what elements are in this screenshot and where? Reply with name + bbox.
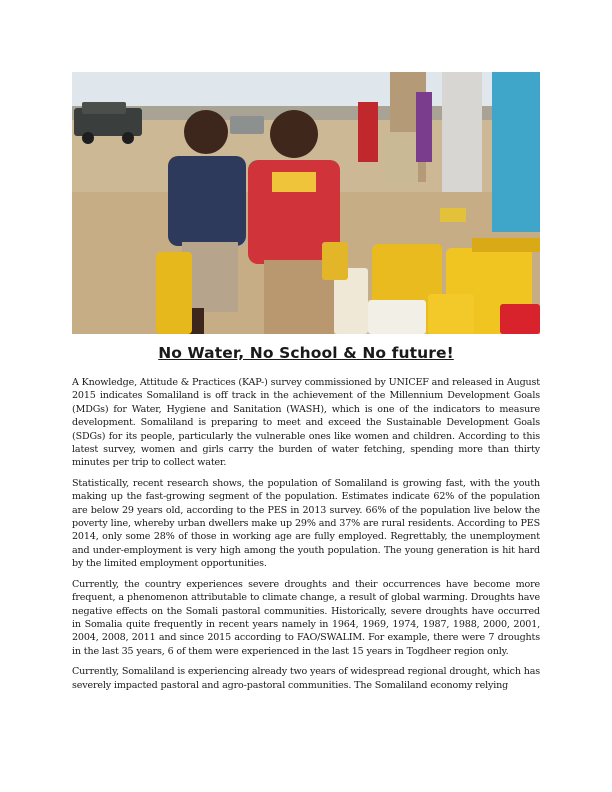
paragraph: Statistically, recent research shows, the population of Somaliland is growing fast, with the youth making up the fast-growing segment of the population. Estimates indicate 62% of the population are below 29 years old, according to the PES in 2013 survey. 66% of the population live below the poverty line, whereby urban dwellers make up 29% and 37% are rural residents. According to PES 2014, only some 28% of those in working age are fully employed. Regrettably, the unemployment and under-employment is very high among the youth population. The young generation is hit hard by the limited employment opportunities. [72,477,540,570]
article-photo [72,72,540,334]
paragraph: Currently, the country experiences severe droughts and their occurrences have become more frequent, a phenomenon attributable to climate change, a result of global warming. Droughts have negative effects on the Somali pastoral communities. Historically, severe droughts have occurred in Somalia quite frequently in recent years namely in 1964, 1969, 1974, 1987, 1988, 2000, 2001, 2004, 2008, 2011 and since 2015 according to FAO/SWALIM. For example, there were 7 droughts in the last 35 years, 6 of them were experienced in the last 15 years in Togdheer region only. [72,578,540,657]
article-body [72,376,540,699]
paragraph: A Knowledge, Attitude & Practices (KAP-) survey commissioned by UNICEF and released in August 2015 indicates Somaliland is off track in the achievement of the Millennium Development Goals (MDGs) for Water, Hygiene and Sanitation (WASH), which is one of the indicators to measure development. Somaliland is preparing to meet and exceed the Sustainable Development Goals (SDGs) for its people, particularly the vulnerable ones like women and children. According to this latest survey, women and girls carry the burden of water fetching, spending more than thirty minutes per trip to collect water. [72,377,540,469]
paragraph: Currently, Somaliland is experiencing already two years of widespread regional drought, which has severely impacted pastoral and agro-pastoral communities. The Somaliland economy relying [72,666,540,691]
photo-children-water-jerrycans-icon [72,72,540,334]
page-title: No Water, No School & No future! [158,344,454,362]
